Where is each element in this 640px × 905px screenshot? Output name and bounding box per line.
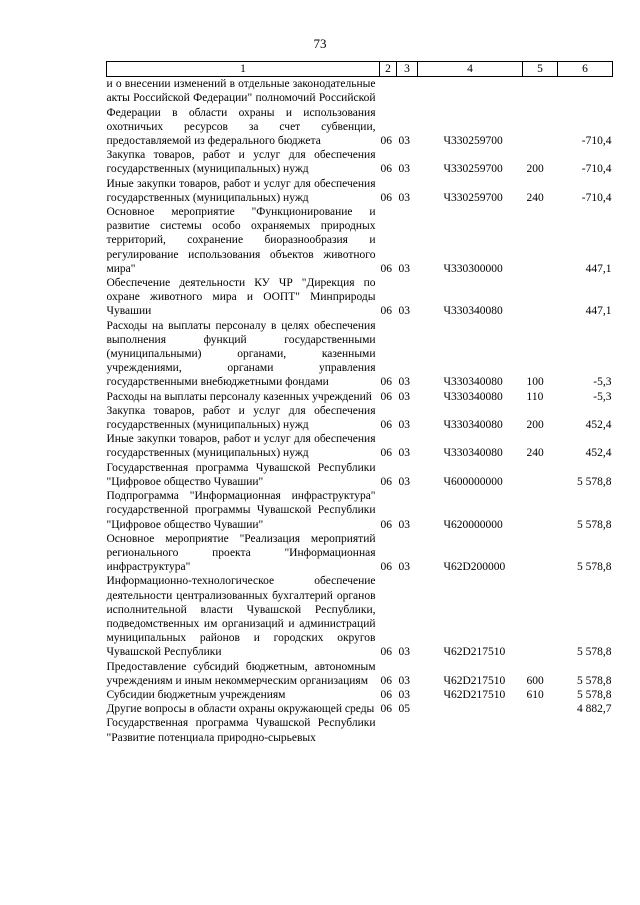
- row-expense-type: 110: [526, 390, 544, 403]
- row-subsection: 03: [398, 390, 410, 403]
- row-name: Расходы на выплаты персоналу в целях обеспечения выполнения функций государственными (муниципальными) органами, казенными учреждениями, органами управления государственными внебюджетными фондами: [106, 319, 376, 389]
- row-section: [380, 716, 397, 744]
- row-name: Обеспечение деятельности КУ ЧР "Дирекция по охране животного мира и ООПТ" Минприроды Чувашии: [106, 277, 376, 318]
- header-col-5: 5: [523, 62, 558, 77]
- row-target-article: Ч330259700: [443, 191, 503, 204]
- row-name: Государственная программа Чувашской Республики "Цифровое общество Чувашии": [106, 461, 376, 488]
- row-amount: -5,3: [593, 390, 612, 403]
- row-expense-type: [523, 716, 558, 744]
- row-expense-type: [523, 574, 558, 659]
- row-name: Субсидии бюджетным учреждениям: [106, 688, 286, 701]
- table-row: [107, 177, 613, 205]
- row-amount: 5 578,8: [577, 518, 612, 531]
- row-name: Иные закупки товаров, работ и услуг для обеспечения государственных (муниципальных) нужд: [106, 433, 376, 460]
- row-amount: 5 578,8: [577, 646, 612, 659]
- row-expense-type: [523, 205, 558, 276]
- table-row: [107, 574, 613, 659]
- header-row: [107, 62, 613, 77]
- row-section: 06: [380, 688, 392, 701]
- row-section: 06: [380, 674, 392, 687]
- row-subsection: 03: [398, 674, 410, 687]
- row-name: Расходы на выплаты персоналу казенных учреждений: [106, 390, 372, 403]
- row-name: Основное мероприятие "Функционирование и развитие системы особо охраняемых природных территорий, сохранение биоразнообразия и регулирование использования объектов животного мира": [106, 206, 376, 275]
- row-expense-type: [523, 532, 558, 575]
- row-expense-type: 610: [526, 688, 544, 701]
- header-col-3: 3: [397, 62, 418, 77]
- table-row: [107, 702, 613, 716]
- table-row: [107, 148, 613, 176]
- row-expense-type: [523, 702, 558, 716]
- row-name: Закупка товаров, работ и услуг для обеспечения государственных (муниципальных) нужд: [106, 404, 376, 432]
- row-amount: -710,4: [581, 135, 612, 148]
- table-row: [107, 461, 613, 489]
- row-expense-type: 240: [526, 191, 544, 204]
- row-target-article: Ч330340080: [443, 447, 503, 460]
- row-name: Государственная программа Чувашской Республики "Развитие потенциала природно-сырьевых: [106, 717, 376, 744]
- table-row: [107, 390, 613, 404]
- row-expense-type: 200: [526, 163, 544, 176]
- row-section: 06: [380, 518, 392, 531]
- row-name: Информационно-технологическое обеспечение деятельности централизованных бухгалтерий органов исполнительной власти Чувашской Республики, подведомственных им организаций и администраций муниципальных районов и городских округов Чувашской Республики: [106, 575, 376, 659]
- row-name: Основное мероприятие "Реализация мероприятий регионального проекта "Информационная инфраструктура": [106, 532, 376, 574]
- row-amount: 447,1: [585, 262, 612, 275]
- row-target-article: Ч62D217510: [443, 646, 506, 659]
- header-col-4: 4: [418, 62, 523, 77]
- row-amount: [558, 716, 613, 744]
- header-col-1: 1: [107, 62, 380, 77]
- table-row: [107, 276, 613, 319]
- row-expense-type: [523, 276, 558, 319]
- row-expense-type: 200: [526, 419, 544, 432]
- row-name: и о внесении изменений в отдельные законодательные акты Российской Федерации" полномочий Российской Федерации в области охраны и использования охотничьих ресурсов за счет субвенции, предоставляемой из федерального бюджета: [106, 78, 376, 148]
- table-row: [107, 532, 613, 575]
- row-target-article: Ч620000000: [443, 518, 503, 531]
- row-target-article: Ч330340080: [443, 376, 503, 389]
- table-row: [107, 319, 613, 390]
- row-subsection: 03: [398, 518, 410, 531]
- row-subsection: 03: [398, 135, 410, 148]
- row-target-article: Ч330340080: [443, 419, 503, 432]
- row-amount: 5 578,8: [577, 688, 612, 701]
- row-amount: 4 882,7: [577, 703, 612, 716]
- row-section: 06: [380, 561, 392, 574]
- row-amount: -710,4: [581, 163, 612, 176]
- row-section: 06: [380, 305, 392, 318]
- row-amount: 452,4: [585, 447, 612, 460]
- row-target-article: Ч62D217510: [443, 674, 506, 687]
- row-target-article: Ч330340080: [443, 390, 503, 403]
- row-name: Иные закупки товаров, работ и услуг для обеспечения государственных (муниципальных) нужд: [106, 177, 376, 204]
- row-target-article: Ч62D217510: [443, 688, 506, 701]
- row-amount: -5,3: [593, 376, 612, 389]
- row-section: 06: [380, 163, 392, 176]
- table-row: [107, 432, 613, 460]
- row-target-article: [418, 702, 523, 716]
- row-subsection: 05: [398, 703, 410, 716]
- row-subsection: 03: [398, 163, 410, 176]
- table-row: [107, 205, 613, 276]
- row-amount: 452,4: [585, 419, 612, 432]
- table-row: [107, 716, 613, 744]
- row-subsection: 03: [398, 646, 410, 659]
- row-section: 06: [380, 390, 392, 403]
- row-target-article: Ч62D200000: [443, 561, 506, 574]
- page-number: 73: [313, 36, 327, 51]
- row-section: 06: [380, 419, 392, 432]
- row-amount: -710,4: [581, 191, 612, 204]
- row-expense-type: 100: [526, 376, 544, 389]
- row-section: 06: [380, 646, 392, 659]
- row-subsection: 03: [398, 376, 410, 389]
- table-row: [107, 77, 613, 149]
- row-amount: 5 578,8: [577, 561, 612, 574]
- row-subsection: 03: [398, 419, 410, 432]
- table-row: [107, 660, 613, 688]
- table-row: [107, 404, 613, 432]
- table-row: [107, 688, 613, 702]
- row-expense-type: 600: [526, 674, 544, 687]
- row-subsection: 03: [398, 305, 410, 318]
- row-section: 06: [380, 475, 392, 488]
- row-name: Подпрограмма "Информационная инфраструктура" государственной программы Чувашской Республики "Цифровое общество Чувашии": [106, 490, 376, 531]
- row-expense-type: [523, 77, 558, 149]
- row-subsection: 03: [398, 475, 410, 488]
- row-expense-type: [523, 489, 558, 532]
- row-amount: 5 578,8: [577, 674, 612, 687]
- header-col-2: 2: [380, 62, 397, 77]
- row-amount: 5 578,8: [577, 475, 612, 488]
- row-subsection: 03: [398, 191, 410, 204]
- row-name: Предоставление субсидий бюджетным, автономным учреждениям и иным некоммерческим организациям: [106, 660, 376, 687]
- table-row: [107, 489, 613, 532]
- row-section: 06: [380, 376, 392, 389]
- row-amount: 447,1: [585, 305, 612, 318]
- row-target-article: Ч330340080: [443, 305, 503, 318]
- row-name: Закупка товаров, работ и услуг для обеспечения государственных (муниципальных) нужд: [106, 149, 376, 176]
- budget-table: [106, 61, 613, 745]
- row-subsection: 03: [398, 688, 410, 701]
- row-target-article: Ч330259700: [443, 163, 503, 176]
- row-target-article: [418, 716, 523, 744]
- row-section: 06: [380, 191, 392, 204]
- row-name: Другие вопросы в области охраны окружающей среды: [106, 703, 375, 716]
- row-target-article: Ч330259700: [443, 135, 503, 148]
- row-section: 06: [380, 703, 392, 716]
- row-section: 06: [380, 135, 392, 148]
- row-subsection: [397, 716, 418, 744]
- row-subsection: 03: [398, 447, 410, 460]
- header-col-6: 6: [558, 62, 613, 77]
- row-expense-type: [523, 461, 558, 489]
- row-subsection: 03: [398, 561, 410, 574]
- row-expense-type: 240: [526, 447, 544, 460]
- row-section: 06: [380, 262, 392, 275]
- row-target-article: Ч600000000: [443, 475, 503, 488]
- row-target-article: Ч330300000: [443, 262, 503, 275]
- row-subsection: 03: [398, 262, 410, 275]
- row-section: 06: [380, 447, 392, 460]
